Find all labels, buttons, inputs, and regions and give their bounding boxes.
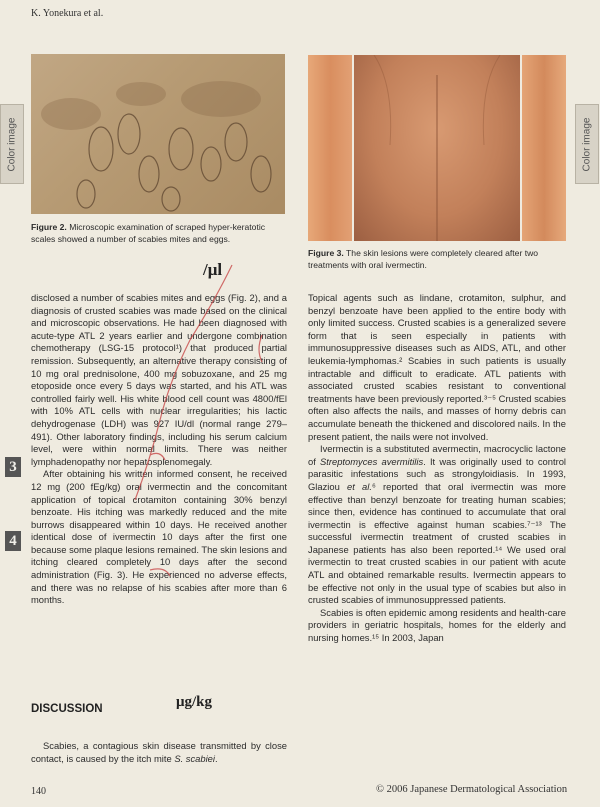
- color-image-tab-right-label: Color image: [581, 117, 593, 171]
- figure-2-caption-text: Microscopic examination of scraped hyper-keratotic scales showed a number of scabies mites and eggs.: [31, 222, 266, 244]
- margin-marker-4: 4: [5, 531, 21, 551]
- discussion-text-end: .: [214, 752, 218, 764]
- pen-stroke-1: [135, 265, 232, 500]
- handwritten-unit-note-bottom: μg/kg: [176, 694, 213, 710]
- ivermectin-text-b: . It was originally used to control parasitic infestations such as strongyloidiasis. In 1993, Glaziou: [308, 455, 566, 492]
- copyright-notice: © 2006 Japanese Dermatological Association: [376, 784, 568, 795]
- right-paragraph-1: Topical agents such as lindane, crotamiton, sulphur, and benzyl benzoate have been applied to the entire body with only limited success. Crusted scabies is a generalized severe form that is seen especially in patients with immunosuppressive diseases such as AIDS, ATL, and other leukemia-lymphomas.² Scabies in such patients is usually intractable and difficult to eradicate. ATL patients with associated crusted scabies resistant to conventional treatments have been previously reported.³⁻⁵ Crusted scabies often also affects the nails, and masses of horny debris can accumulate beneath the thickened and discolored nails. In the present patient, the nails were not involved.: [308, 292, 566, 442]
- pen-circle-mark: [259, 335, 262, 362]
- right-paragraph-3: Scabies is often epidemic among residents and health-care providers in geriatric hospitals, homes for the elderly and nursing homes.¹⁵ In 2003, Japan: [308, 606, 566, 644]
- et-al: et al.: [347, 480, 372, 492]
- figure-2-label: Figure 2.: [31, 222, 67, 232]
- pen-mark-dose: [150, 569, 170, 576]
- ivermectin-text-c: ⁶ reported that oral ivermectin was more effective than benzyl benzoate for treating human scabies; since then, evidence has continued to accumulate that oral ivermectin is effective against human scabies.⁷⁻¹³ The successful ivermectin treatment of crusted scabies in Japanese patients has also been reported.¹⁴ We used oral ivermectin to treat crusted scabies in our patient with acute ATL and obtained remarkable results. Ivermectin appears to be effective not only in the usual type of scabies but also in crusted scabies of immunosuppressed patients.: [308, 480, 566, 606]
- margin-marker-3: 3: [5, 457, 21, 477]
- page-number: 140: [31, 786, 46, 797]
- pen-mark-units: [150, 453, 165, 460]
- handwritten-unit-note-top: /μl: [203, 260, 223, 279]
- case-report-paragraph-1: disclosed a number of scabies mites and eggs (Fig. 2), and a diagnosis of crusted scabies was made based on the clinical and microscopic observations. He had been diagnosed with acute-type ATL 2 years earlier and undergone combination chemotherapy (LSG-15 protocol¹) that produced partial remission. Subsequently, an alternative therapy consisting of 10 mg oral prednisolone, 400 mg sobuzoxane, and 25 mg etoposide once every 5 days was started, and his ATL was controlled fairly well. His white blood cell count was 4800/fEl with 10% ATL cells with nuclear irregularities; his lactic dehydrogenase (LDH) was 927 IU/dl (normal range 279–491). Other laboratory findings, including his serum calcium level, were within normal limits. There was neither lymphadenopathy nor hepatosplenomegaly.: [31, 292, 287, 467]
- figure-3-label: Figure 3.: [308, 248, 344, 258]
- discussion-text-start: Scabies, a contagious skin disease transmitted by close contact, is caused by the itch mite: [31, 740, 287, 764]
- streptomyces-name: Streptomyces avermitilis: [320, 455, 424, 467]
- case-report-paragraph-2: After obtaining his written informed consent, he received 12 mg (200 fEg/kg) oral ivermectin and the concomitant application of topical crotamiton containing 30% benzyl benzoate. His itching was markedly reduced and the mite burrows disappeared within 10 days. He received another identical dose of ivermectin 10 days after the first one because some plaque lesions remained. The skin lesions and itching cleared completely 10 days after the second administration (Fig. 3). He experienced no adverse effects, and there was no relapse of his scabies after more than 6 months.: [31, 468, 287, 606]
- species-name: S. scabiei: [174, 752, 215, 764]
- running-head-author: K. Yonekura et al.: [31, 8, 104, 19]
- ivermectin-text-a: Ivermectin is a substituted avermectin, macrocyclic lactone of: [308, 443, 566, 467]
- discussion-heading: DISCUSSION: [31, 703, 103, 715]
- color-image-tab-left-label: Color image: [6, 117, 18, 171]
- figure-3-caption-text: The skin lesions were completely cleared after two treatments with oral ivermectin.: [308, 248, 539, 270]
